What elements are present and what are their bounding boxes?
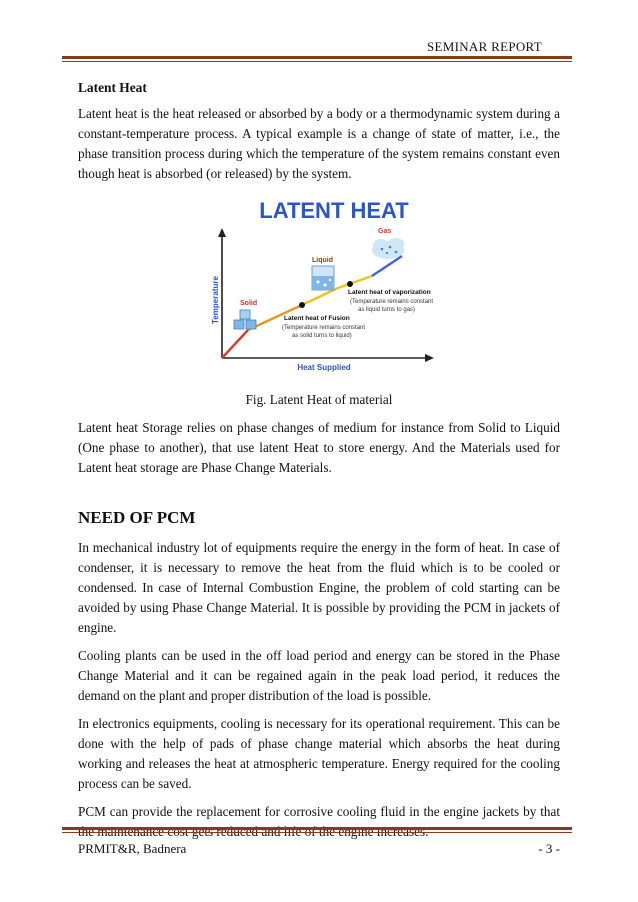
fusion-note-2: as solid turns to liquid) <box>292 333 352 339</box>
header-title: SEMINAR REPORT <box>426 39 542 54</box>
fusion-point <box>299 302 305 308</box>
vapor-note-1: (Temperature remains constant <box>350 299 434 305</box>
need-pcm-paragraph-3: In electronics equipments, cooling is necessary for its operational requirement. This can be done with the help of pads of phase change material which absorbs the heat during working and releases the heat at atmospheric temperature. Energy required for the cooling process can be saved. <box>78 716 560 791</box>
solid-label: Solid <box>240 300 258 307</box>
page-content <box>78 80 560 850</box>
footer-institution: PRMIT&R, Badnera <box>78 841 187 856</box>
footer-rule <box>62 827 572 830</box>
latent-heat-paragraph-1: Latent heat is the heat released or absorbed by a body or a thermodynamic system during a constant-temperature process. A typical example is a change of state of matter, i.e., the phase transition process during which the temperature of the system remains constant even though heat is absorbed (or released) by the system. <box>78 106 560 181</box>
need-pcm-paragraph-1: In mechanical industry lot of equipments require the energy in the form of heat. In case of condenser, it is necessary to remove the heat from the fluid which is to be cooled or condensed. In case of Internal Combustion Engine, the problem of cold starting can be avoided by using Phase Change Material. It is possible by providing the PCM in jackets of engine. <box>78 540 560 635</box>
header-rule <box>62 56 572 59</box>
latent-heat-diagram <box>206 192 468 374</box>
page-number: - 3 - <box>538 841 560 856</box>
y-axis-label: Temperature <box>211 276 220 324</box>
latent-heat-figure <box>206 192 468 374</box>
liquid-beaker-icon <box>312 266 334 290</box>
vapor-point <box>347 281 353 287</box>
latent-heat-heading: Latent Heat <box>78 80 147 95</box>
need-pcm-paragraph-2: Cooling plants can be used in the off load period and energy can be stored in the Phase Change Material and it can be regained again in the peak load period, it reduces the demand on the plant and proper distribution of the load is possible. <box>78 648 560 703</box>
gas-label: Gas <box>378 228 392 235</box>
need-pcm-paragraph-4: PCM can provide the replacement for corrosive cooling fluid in the engine jackets by that <box>78 804 560 819</box>
footer-rule-thin <box>62 832 572 833</box>
gas-cloud-icon <box>372 238 404 259</box>
liquid-label: Liquid <box>312 257 333 264</box>
x-axis-label: Heat Supplied <box>297 363 351 372</box>
figure-caption: Fig. Latent Heat of material <box>245 392 393 407</box>
need-pcm-heading: NEED OF PCM <box>78 508 196 527</box>
header-rule-thin <box>62 61 572 62</box>
latent-heat-paragraph-2: Latent heat Storage relies on phase changes of medium for instance from Solid to Liquid (One phase to another), that use latent Heat to store energy. And the Materials used for Latent heat storage are Phase Change Materials. <box>78 420 560 475</box>
vapor-label: Latent heat of vaporization <box>348 289 431 296</box>
figure-title: LATENT HEAT <box>259 198 409 223</box>
fusion-label: Latent heat of Fusion <box>284 315 350 322</box>
fusion-note-1: (Temperature remains constant <box>282 325 366 331</box>
vapor-note-2: as liquid turns to gas) <box>358 307 416 313</box>
